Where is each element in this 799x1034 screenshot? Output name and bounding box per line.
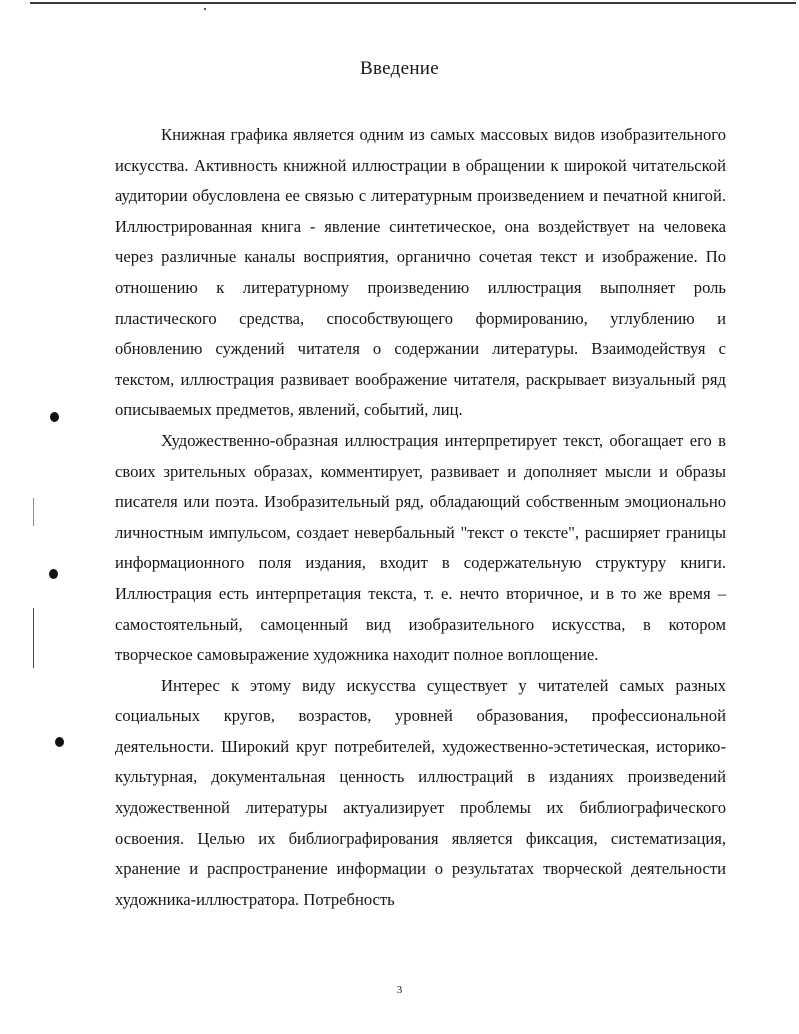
paragraph-1: Книжная графика является одним из самых массовых видов изобразительного искусства. Активность книжной иллюстрации в обращении к широкой читательской аудитории обусловлена ее связью с литературным произведением и печатной книгой. Иллюстрированная книга - явление синтетическое, она воздействует на человека через различные каналы восприятия, органично сочетая текст и изображение. По отношению к литературному произведению иллюстрация выполняет роль пластического средства, способствующего формированию, углублению и обновлению суждений читателя о содержании литературы. Взаимодействуя с текстом, иллюстрация развивает воображение читателя, раскрывает визуальный ряд описываемых предметов, явлений, событий, лиц.	[115, 125, 726, 420]
scan-edge-mark	[33, 498, 34, 526]
binder-hole-mark	[50, 412, 59, 422]
scan-edge-mark	[33, 630, 34, 636]
scan-edge-mark	[33, 608, 34, 668]
paragraph-3: Интерес к этому виду искусства существует у читателей самых разных социальных кругов, возрастов, уровней образования, профессиональной деятельности. Широкий круг потребителей, художественно-эстетическая, историко-культурная, документальная ценность иллюстраций в изданиях произведений художественной литературы актуализирует проблемы их библиографического освоения. Целью их библиографирования является фиксация, систематизация, хранение и распространение информации о результатах творческой деятельности художника-иллюстратора. Потребность	[115, 675, 726, 909]
scan-speck	[204, 8, 206, 10]
top-border-line	[30, 2, 796, 4]
paragraph-2: Художественно-образная иллюстрация интерпретирует текст, обогащает его в своих зрительных образах, комментирует, развивает и дополняет мысли и образы писателя или поэта. Изобразительный ряд, обладающий собственным эмоционально личностным импульсом, создает невербальный "текст о тексте", расширяет границы информационного поля издания, входит в содержательную структуру книги. Иллюстрация есть интерпретация текста, т. е. нечто вторичное, и в то же время – самостоятельный, самоценный вид изобразительного искусства, в котором творческое самовыражение художника находит полное воплощение.	[115, 430, 726, 665]
page-number: 3	[396, 984, 403, 996]
page-title: Введение	[360, 58, 439, 79]
document-body	[115, 120, 726, 915]
binder-hole-mark	[55, 737, 64, 747]
binder-hole-mark	[49, 569, 58, 579]
